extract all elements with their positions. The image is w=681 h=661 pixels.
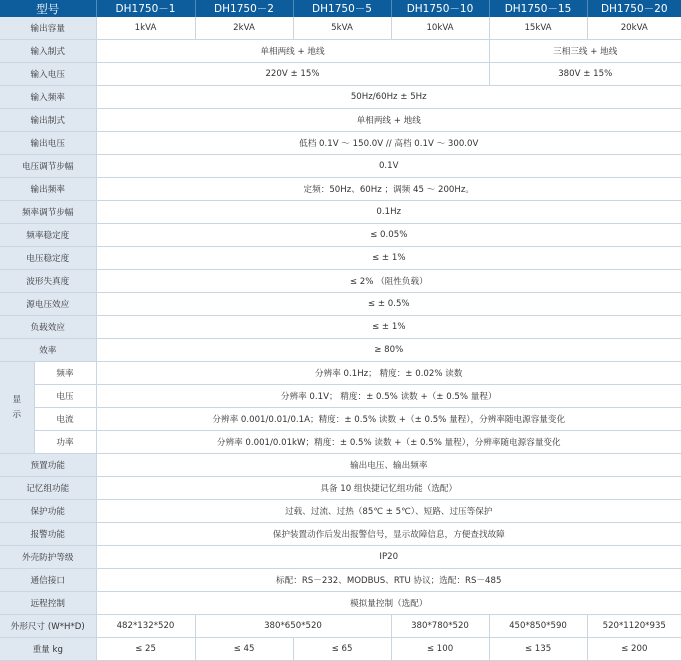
weight-cell: ≤ 25 (96, 638, 195, 661)
row-source-effect (0, 293, 681, 316)
row-efficiency (0, 339, 681, 362)
capacity-cell: 10kVA (391, 17, 489, 40)
row-label: 电压稳定度 (0, 247, 96, 270)
row-label: 输出容量 (0, 17, 96, 40)
capacity-cell: 5kVA (293, 17, 391, 40)
row-value: 0.1V (96, 155, 681, 178)
row-memory (0, 477, 681, 500)
model-header-label: 型号 (0, 0, 96, 17)
model-header-cell: DH1750－1 (96, 0, 195, 17)
row-output-system (0, 109, 681, 132)
display-sub-label: 电流 (34, 408, 96, 431)
row-input-voltage (0, 63, 681, 86)
model-header-cell: DH1750－20 (587, 0, 681, 17)
header-row (0, 0, 681, 17)
capacity-cell: 15kVA (489, 17, 587, 40)
row-label: 效率 (0, 339, 96, 362)
dimensions-cell: 482*132*520 (96, 615, 195, 638)
row-label: 频率稳定度 (0, 224, 96, 247)
display-sub-label: 频率 (34, 362, 96, 385)
row-label: 通信接口 (0, 569, 96, 592)
row-label: 波形失真度 (0, 270, 96, 293)
row-display-current (0, 408, 681, 431)
row-value: 具备 10 组快捷记忆组功能（选配） (96, 477, 681, 500)
row-value: IP20 (96, 546, 681, 569)
row-label: 保护功能 (0, 500, 96, 523)
row-value: ≤ 2% （阻性负载） (96, 270, 681, 293)
row-frequency-stability (0, 224, 681, 247)
row-label: 外形尺寸 (W*H*D) (0, 615, 96, 638)
row-value: 标配：RS－232、MODBUS、RTU 协议；选配：RS－485 (96, 569, 681, 592)
row-input-system (0, 40, 681, 63)
row-value: 低档 0.1V ～ 150.0V // 高档 0.1V ～ 300.0V (96, 132, 681, 155)
row-label: 电压调节步幅 (0, 155, 96, 178)
row-frequency-step (0, 201, 681, 224)
input-system-three: 三相三线 + 地线 (489, 40, 681, 63)
row-label: 输入制式 (0, 40, 96, 63)
row-value: 定频：50Hz、60Hz ；调频 45 ～ 200Hz。 (96, 178, 681, 201)
row-label: 负载效应 (0, 316, 96, 339)
row-value: ≤ 0.05% (96, 224, 681, 247)
row-label: 输入频率 (0, 86, 96, 109)
row-communication (0, 569, 681, 592)
row-label: 报警功能 (0, 523, 96, 546)
row-label: 重量 kg (0, 638, 96, 661)
row-value: 保护装置动作后发出报警信号，显示故障信息，方便查找故障 (96, 523, 681, 546)
row-alarm (0, 523, 681, 546)
row-voltage-step (0, 155, 681, 178)
row-label: 输出制式 (0, 109, 96, 132)
display-group-label (0, 362, 34, 454)
row-preset (0, 454, 681, 477)
row-value: 0.1Hz (96, 201, 681, 224)
dimensions-cell: 380*650*520 (195, 615, 391, 638)
row-value: 单相两线 + 地线 (96, 109, 681, 132)
display-group-char: 示 (12, 409, 22, 420)
model-header-cell: DH1750－5 (293, 0, 391, 17)
model-header-cell: DH1750－15 (489, 0, 587, 17)
row-display-frequency (0, 362, 681, 385)
row-output-voltage (0, 132, 681, 155)
row-value: ≤ ± 1% (96, 316, 681, 339)
row-output-frequency (0, 178, 681, 201)
display-sub-label: 电压 (34, 385, 96, 408)
input-system-single: 单相两线 + 地线 (96, 40, 489, 63)
model-header-cell: DH1750－2 (195, 0, 293, 17)
row-label: 频率调节步幅 (0, 201, 96, 224)
row-label: 输出电压 (0, 132, 96, 155)
row-display-voltage (0, 385, 681, 408)
row-load-effect (0, 316, 681, 339)
row-label: 输出频率 (0, 178, 96, 201)
row-value: 分辨率 0.001/0.01kW；精度：± 0.5% 读数 +（± 0.5% 量程），分辨率随电源容量变化 (96, 431, 681, 454)
weight-cell: ≤ 65 (293, 638, 391, 661)
weight-cell: ≤ 100 (391, 638, 489, 661)
row-remote (0, 592, 681, 615)
display-sub-label: 功率 (34, 431, 96, 454)
dimensions-cell: 380*780*520 (391, 615, 489, 638)
weight-cell: ≤ 135 (489, 638, 587, 661)
row-label: 远程控制 (0, 592, 96, 615)
dimensions-cell: 450*850*590 (489, 615, 587, 638)
dimensions-cell: 520*1120*935 (587, 615, 681, 638)
row-value: 模拟量控制（选配） (96, 592, 681, 615)
row-label: 输入电压 (0, 63, 96, 86)
row-value: ≥ 80% (96, 339, 681, 362)
row-weight (0, 638, 681, 661)
display-group-char: 显 (12, 394, 22, 405)
row-value: ≤ ± 1% (96, 247, 681, 270)
row-value: 分辨率 0.1Hz； 精度：± 0.02% 读数 (96, 362, 681, 385)
row-display-power (0, 431, 681, 454)
row-value: 输出电压、输出频率 (96, 454, 681, 477)
row-label: 预置功能 (0, 454, 96, 477)
model-header-cell: DH1750－10 (391, 0, 489, 17)
row-label: 记忆组功能 (0, 477, 96, 500)
row-waveform-distortion (0, 270, 681, 293)
input-voltage-three: 380V ± 15% (489, 63, 681, 86)
row-input-frequency (0, 86, 681, 109)
row-capacity (0, 17, 681, 40)
row-value: 50Hz/60Hz ± 5Hz (96, 86, 681, 109)
row-value: ≤ ± 0.5% (96, 293, 681, 316)
row-value: 过载、过流、过热（85℃ ± 5℃）、短路、过压等保护 (96, 500, 681, 523)
row-dimensions (0, 615, 681, 638)
row-label: 外壳防护等级 (0, 546, 96, 569)
weight-cell: ≤ 45 (195, 638, 293, 661)
input-voltage-single: 220V ± 15% (96, 63, 489, 86)
capacity-cell: 2kVA (195, 17, 293, 40)
row-value: 分辨率 0.1V； 精度：± 0.5% 读数 +（± 0.5% 量程） (96, 385, 681, 408)
row-protection (0, 500, 681, 523)
capacity-cell: 20kVA (587, 17, 681, 40)
row-label: 源电压效应 (0, 293, 96, 316)
row-voltage-stability (0, 247, 681, 270)
capacity-cell: 1kVA (96, 17, 195, 40)
weight-cell: ≤ 200 (587, 638, 681, 661)
row-enclosure (0, 546, 681, 569)
row-value: 分辨率 0.001/0.01/0.1A；精度：± 0.5% 读数 +（± 0.5% 量程），分辨率随电源容量变化 (96, 408, 681, 431)
